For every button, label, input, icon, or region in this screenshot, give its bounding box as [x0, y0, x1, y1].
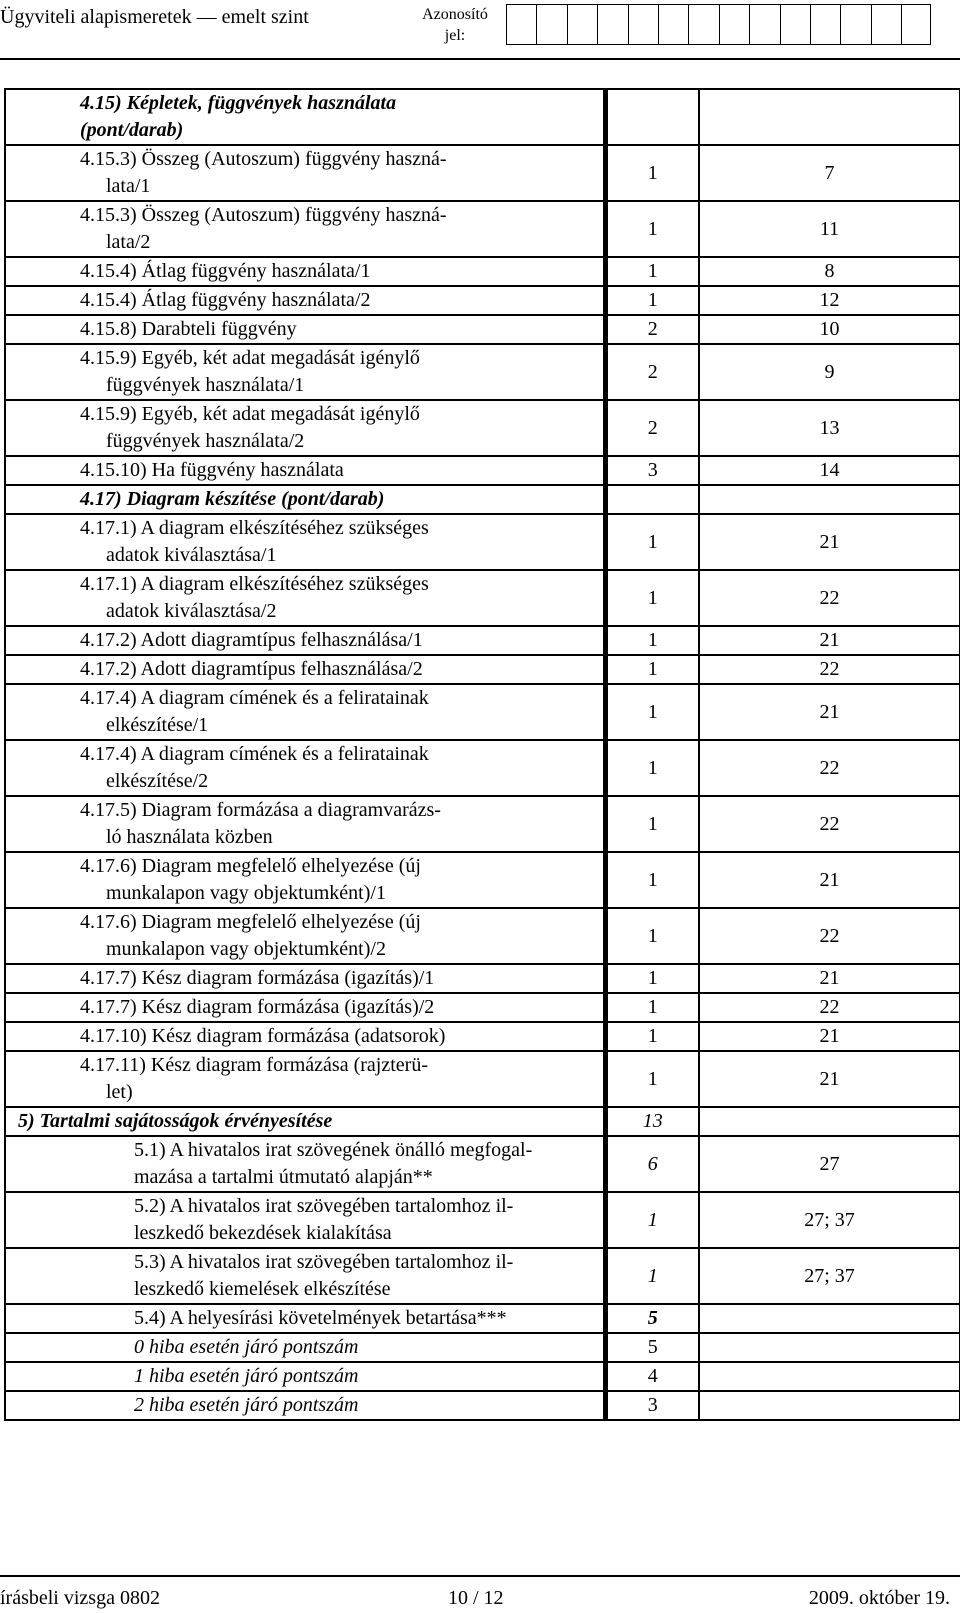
scoring-table-wrapper: [4, 88, 959, 1421]
row-page-cell: [699, 344, 960, 400]
table-row: [5, 626, 960, 655]
row-label: [6, 1052, 603, 1106]
row-label: [6, 965, 603, 992]
row-page-cell: [699, 740, 960, 796]
row-label: [6, 345, 603, 399]
header-title-text: Ügyviteli alapismeretek — emelt szint: [0, 6, 309, 28]
row-points-cell: [605, 400, 699, 456]
row-label-line1: 4.17.6) Diagram megfelelő elhelyezése (új: [80, 855, 421, 877]
row-label-cell: [5, 570, 605, 626]
document-header-title: [0, 6, 309, 29]
row-label: [6, 1137, 603, 1191]
row-points: 2: [647, 360, 658, 383]
table-row: [5, 1304, 960, 1333]
row-page-ref: 21: [819, 629, 840, 651]
row-points: 1: [647, 967, 658, 989]
row-label: [6, 1193, 603, 1247]
row-points: 1: [647, 1264, 658, 1287]
row-label-line2: ló használata közben: [106, 826, 273, 848]
row-page-cell: [699, 684, 960, 740]
row-label-line1: 4.15) Képletek, függvények használata: [80, 92, 397, 114]
row-points: 1: [647, 629, 658, 651]
row-points: 1: [647, 1208, 658, 1231]
row-label: [6, 1305, 603, 1332]
table-row: [5, 1022, 960, 1051]
row-page-ref: 13: [819, 416, 840, 439]
id-digit-box: [628, 4, 658, 45]
row-points-cell: [605, 286, 699, 315]
row-label-line2: munkalapon vagy objektumként)/2: [106, 938, 386, 960]
table-row: [5, 400, 960, 456]
row-points-cell: [605, 655, 699, 684]
row-label-line2: függvények használata/2: [106, 430, 305, 452]
row-points: 4: [647, 1365, 658, 1387]
row-points: 1: [647, 812, 658, 835]
row-page-cell: [699, 201, 960, 257]
row-page-cell: [699, 1362, 960, 1391]
row-label-line1: 4.17.2) Adott diagramtípus felhasználása/1: [80, 629, 423, 651]
row-points-cell: [605, 964, 699, 993]
row-page-ref: 7: [824, 161, 835, 184]
row-page-cell: [699, 655, 960, 684]
row-page-cell: [699, 456, 960, 485]
table-row: [5, 796, 960, 852]
row-points-cell: [605, 514, 699, 570]
row-label-line1: 4.17.11) Kész diagram formázása (rajzterü-: [80, 1054, 428, 1076]
row-label-line2: lata/1: [106, 175, 151, 197]
row-label: [6, 1108, 603, 1135]
azonosito-line2: jel:: [444, 27, 466, 44]
row-label-line1: 4.17.4) A diagram címének és a feliratainak: [80, 743, 429, 765]
id-digit-box: [506, 4, 536, 45]
row-points: 6: [647, 1152, 658, 1175]
table-row: [5, 684, 960, 740]
row-page-cell: [699, 286, 960, 315]
id-digit-box: [840, 4, 870, 45]
table-row: [5, 257, 960, 286]
row-label-line1: 4.17.1) A diagram elkészítéséhez szükséges: [80, 517, 429, 539]
row-label-cell: [5, 1022, 605, 1051]
row-points: 2: [647, 318, 658, 340]
row-label-line1: 4.15.3) Összeg (Autoszum) függvény haszná-: [80, 204, 447, 226]
row-label-line2: adatok kiválasztása/2: [106, 600, 277, 622]
row-label-cell: [5, 1107, 605, 1136]
row-label: [6, 797, 603, 851]
row-points-cell: [605, 257, 699, 286]
row-points-cell: [605, 1051, 699, 1107]
row-page-ref: 21: [819, 1025, 840, 1047]
row-page-cell: [699, 1248, 960, 1304]
row-page-ref: 21: [819, 530, 840, 553]
row-label-line1: 2 hiba esetén járó pontszám: [134, 1394, 359, 1416]
row-label-cell: [5, 1333, 605, 1362]
table-row: [5, 964, 960, 993]
row-page-ref: 22: [819, 812, 840, 835]
row-page-ref: 8: [824, 260, 835, 282]
row-label: [6, 1249, 603, 1303]
row-label-line1: 4.17.5) Diagram formázása a diagramvarázs-: [80, 799, 441, 821]
id-digit-box: [780, 4, 810, 45]
row-label-line1: 4.15.8) Darabteli függvény: [80, 318, 297, 340]
row-page-ref: 22: [819, 924, 840, 947]
table-row: [5, 570, 960, 626]
row-page-ref: 22: [819, 996, 840, 1018]
row-label: [6, 627, 603, 654]
table-row: [5, 1051, 960, 1107]
row-label: [6, 287, 603, 314]
row-label-line1: 4.15.9) Egyéb, két adat megadását igénylő: [80, 347, 420, 369]
table-row: [5, 1333, 960, 1362]
table-row: [5, 1192, 960, 1248]
row-label-cell: [5, 201, 605, 257]
row-page-cell: [699, 1022, 960, 1051]
row-points-cell: [605, 201, 699, 257]
id-digit-box: [688, 4, 718, 45]
azonosito-label: [420, 4, 490, 46]
row-page-ref: 21: [819, 1067, 840, 1090]
row-label-cell: [5, 740, 605, 796]
row-page-ref: 22: [819, 586, 840, 609]
row-page-ref: 27: [819, 1152, 840, 1175]
row-label-line1: 4.17.2) Adott diagramtípus felhasználása/2: [80, 658, 423, 680]
row-label-line1: 4.15.4) Átlag függvény használata/1: [80, 260, 371, 282]
row-label-line1: 4.15.9) Egyéb, két adat megadását igénylő: [80, 403, 420, 425]
row-points-cell: [605, 1192, 699, 1248]
row-page-ref: 22: [819, 658, 840, 680]
row-points: 13: [642, 1110, 663, 1132]
row-label-line1: 0 hiba esetén járó pontszám: [134, 1336, 359, 1358]
row-label-line2: munkalapon vagy objektumként)/1: [106, 882, 386, 904]
row-points: 1: [647, 217, 658, 240]
row-label-cell: [5, 485, 605, 514]
row-label-cell: [5, 684, 605, 740]
row-page-cell: [699, 796, 960, 852]
row-label-line2: let): [106, 1081, 133, 1103]
table-row: [5, 1391, 960, 1420]
row-points: 1: [647, 586, 658, 609]
row-label: [6, 258, 603, 285]
row-label: [6, 656, 603, 683]
row-page-cell: [699, 626, 960, 655]
row-label-line1: 4.17.6) Diagram megfelelő elhelyezése (új: [80, 911, 421, 933]
row-points-cell: [605, 1248, 699, 1304]
row-page-cell: [699, 964, 960, 993]
row-points: 1: [647, 924, 658, 947]
row-page-cell: [699, 1107, 960, 1136]
row-points: 3: [647, 1394, 658, 1416]
row-page-ref: 10: [819, 318, 840, 340]
row-label-line2: lata/2: [106, 231, 151, 253]
row-page-ref: 22: [819, 756, 840, 779]
row-label-line2: leszkedő bekezdések kialakítása: [134, 1222, 392, 1244]
row-points-cell: [605, 1107, 699, 1136]
row-points-cell: [605, 89, 699, 145]
row-points-cell: [605, 1391, 699, 1420]
row-page-ref: 9: [824, 360, 835, 383]
row-label-line1: 4.17.7) Kész diagram formázása (igazítás)/2: [80, 996, 435, 1018]
table-row: [5, 1136, 960, 1192]
row-label-cell: [5, 89, 605, 145]
table-row: [5, 514, 960, 570]
row-label-cell: [5, 908, 605, 964]
row-label-line2: elkészítése/1: [106, 714, 209, 736]
row-points: 1: [647, 996, 658, 1018]
row-points-cell: [605, 740, 699, 796]
row-points: 1: [647, 1025, 658, 1047]
row-label-line1: 4.17.7) Kész diagram formázása (igazítás)/1: [80, 967, 435, 989]
table-row: [5, 89, 960, 145]
id-digit-box: [567, 4, 597, 45]
row-points: 1: [647, 868, 658, 891]
row-label: [6, 515, 603, 569]
row-points-cell: [605, 993, 699, 1022]
row-label-cell: [5, 852, 605, 908]
row-label: [6, 202, 603, 256]
row-label-line1: 5.3) A hivatalos irat szövegében tartalomhoz il-: [134, 1251, 514, 1273]
row-page-ref: 21: [819, 868, 840, 891]
row-points-cell: [605, 796, 699, 852]
row-page-cell: [699, 570, 960, 626]
row-label-cell: [5, 257, 605, 286]
table-row: [5, 852, 960, 908]
table-row: [5, 485, 960, 514]
row-page-ref: 21: [819, 967, 840, 989]
row-label-line1: 4.17.4) A diagram címének és a feliratainak: [80, 687, 429, 709]
row-label-line1: 4.15.3) Összeg (Autoszum) függvény haszná-: [80, 148, 447, 170]
row-label: [6, 1023, 603, 1050]
row-page-cell: [699, 315, 960, 344]
scoring-table-body: [5, 89, 960, 1420]
row-page-cell: [699, 1192, 960, 1248]
row-label: [6, 146, 603, 200]
row-label-cell: [5, 400, 605, 456]
row-label: [6, 994, 603, 1021]
table-row: [5, 1107, 960, 1136]
table-row: [5, 145, 960, 201]
row-label-cell: [5, 315, 605, 344]
row-points-cell: [605, 315, 699, 344]
row-label-line1: 5) Tartalmi sajátosságok érvényesítése: [18, 1110, 333, 1132]
row-points: 1: [647, 1067, 658, 1090]
row-page-cell: [699, 145, 960, 201]
table-row: [5, 1362, 960, 1391]
row-label: [6, 1334, 603, 1361]
row-points-cell: [605, 684, 699, 740]
row-label-line1: 4.17.10) Kész diagram formázása (adatsorok): [80, 1025, 446, 1047]
row-label-cell: [5, 1248, 605, 1304]
table-row: [5, 315, 960, 344]
row-label-cell: [5, 1362, 605, 1391]
id-digit-box: [658, 4, 688, 45]
row-label-cell: [5, 964, 605, 993]
row-label: [6, 401, 603, 455]
row-label-cell: [5, 993, 605, 1022]
table-row: [5, 908, 960, 964]
row-label-cell: [5, 1192, 605, 1248]
scoring-table: [4, 88, 960, 1421]
id-digit-box: [536, 4, 566, 45]
table-row: [5, 286, 960, 315]
row-page-ref: 11: [819, 217, 840, 240]
row-label-line1: 4.15.10) Ha függvény használata: [80, 459, 344, 481]
table-row: [5, 201, 960, 257]
row-label-cell: [5, 1051, 605, 1107]
azonosito-line1: Azonosító: [422, 6, 488, 23]
row-label: [6, 571, 603, 625]
row-points-cell: [605, 570, 699, 626]
row-points-cell: [605, 145, 699, 201]
row-label-line1: 4.17) Diagram készítése (pont/darab): [80, 488, 385, 510]
row-label: [6, 1363, 603, 1390]
row-page-cell: [699, 257, 960, 286]
footer-date: 2009. október 19.: [808, 1587, 950, 1609]
row-page-ref: 27; 37: [804, 1264, 855, 1287]
id-digit-box: [597, 4, 627, 45]
row-page-ref: 12: [819, 289, 840, 311]
id-boxes: [506, 4, 931, 45]
row-points-cell: [605, 344, 699, 400]
row-page-cell: [699, 908, 960, 964]
row-label-line2: leszkedő kiemelések elkészítése: [134, 1278, 391, 1300]
row-label-line1: 5.4) A helyesírási követelmények betartása***: [134, 1307, 507, 1329]
row-label-cell: [5, 796, 605, 852]
row-points: 1: [647, 700, 658, 723]
row-points: 5: [647, 1307, 658, 1329]
row-label-cell: [5, 1136, 605, 1192]
row-label: [6, 316, 603, 343]
row-label-line2: adatok kiválasztása/1: [106, 544, 277, 566]
row-page-cell: [699, 993, 960, 1022]
row-label-cell: [5, 344, 605, 400]
row-label: [6, 853, 603, 907]
row-label-cell: [5, 655, 605, 684]
row-points: 1: [647, 161, 658, 184]
row-points-cell: [605, 852, 699, 908]
row-label-line2: függvények használata/1: [106, 374, 305, 396]
row-points: 1: [647, 530, 658, 553]
row-label-line1: 4.15.4) Átlag függvény használata/2: [80, 289, 371, 311]
footer-page-number: 10 / 12: [448, 1587, 504, 1609]
row-points-cell: [605, 1333, 699, 1362]
row-label-cell: [5, 626, 605, 655]
row-label-line2: elkészítése/2: [106, 770, 209, 792]
row-label-line1: 5.2) A hivatalos irat szövegében tartalomhoz il-: [134, 1195, 514, 1217]
row-label-cell: [5, 514, 605, 570]
row-page-cell: [699, 1136, 960, 1192]
row-label-cell: [5, 1304, 605, 1333]
row-label: [6, 90, 603, 144]
row-label-cell: [5, 286, 605, 315]
id-digit-box: [871, 4, 901, 45]
table-row: [5, 655, 960, 684]
row-points: 5: [647, 1336, 658, 1358]
row-points: 1: [647, 260, 658, 282]
table-row: [5, 993, 960, 1022]
row-page-cell: [699, 514, 960, 570]
row-page-cell: [699, 1391, 960, 1420]
row-points-cell: [605, 1304, 699, 1333]
header-rule: [0, 58, 960, 60]
id-digit-box: [749, 4, 779, 45]
row-label: [6, 486, 603, 513]
id-digit-box: [810, 4, 840, 45]
row-page-ref: 21: [819, 700, 840, 723]
table-row: [5, 1248, 960, 1304]
row-label-line1: 1 hiba esetén járó pontszám: [134, 1365, 359, 1387]
row-label-cell: [5, 145, 605, 201]
row-points: 2: [647, 416, 658, 439]
table-row: [5, 740, 960, 796]
row-points-cell: [605, 626, 699, 655]
row-points: 1: [647, 658, 658, 680]
row-page-cell: [699, 89, 960, 145]
id-digit-box: [719, 4, 749, 45]
row-page-cell: [699, 852, 960, 908]
row-page-ref: 27; 37: [804, 1208, 855, 1231]
row-points-cell: [605, 908, 699, 964]
row-label-line2: mazása a tartalmi útmutató alapján**: [134, 1166, 433, 1188]
row-page-cell: [699, 400, 960, 456]
id-digit-box: [901, 4, 931, 45]
row-points-cell: [605, 456, 699, 485]
row-label-cell: [5, 456, 605, 485]
row-label: [6, 1392, 603, 1419]
row-points: 3: [647, 459, 658, 481]
row-points-cell: [605, 1136, 699, 1192]
row-label: [6, 685, 603, 739]
row-page-ref: 14: [819, 459, 840, 481]
row-points: 1: [647, 756, 658, 779]
row-points-cell: [605, 1022, 699, 1051]
row-label-cell: [5, 1391, 605, 1420]
table-row: [5, 456, 960, 485]
row-label-line2: (pont/darab): [80, 119, 184, 141]
row-label: [6, 741, 603, 795]
row-page-cell: [699, 1304, 960, 1333]
table-row: [5, 344, 960, 400]
row-label-line1: 5.1) A hivatalos irat szövegének önálló megfogal-: [134, 1139, 533, 1161]
row-label: [6, 457, 603, 484]
row-page-cell: [699, 485, 960, 514]
row-points-cell: [605, 485, 699, 514]
footer-rule: [0, 1575, 960, 1577]
row-points-cell: [605, 1362, 699, 1391]
row-page-cell: [699, 1051, 960, 1107]
row-label-line1: 4.17.1) A diagram elkészítéséhez szükséges: [80, 573, 429, 595]
footer-exam-code: írásbeli vizsga 0802: [0, 1587, 160, 1609]
row-page-cell: [699, 1333, 960, 1362]
row-label: [6, 909, 603, 963]
row-points: 1: [647, 289, 658, 311]
